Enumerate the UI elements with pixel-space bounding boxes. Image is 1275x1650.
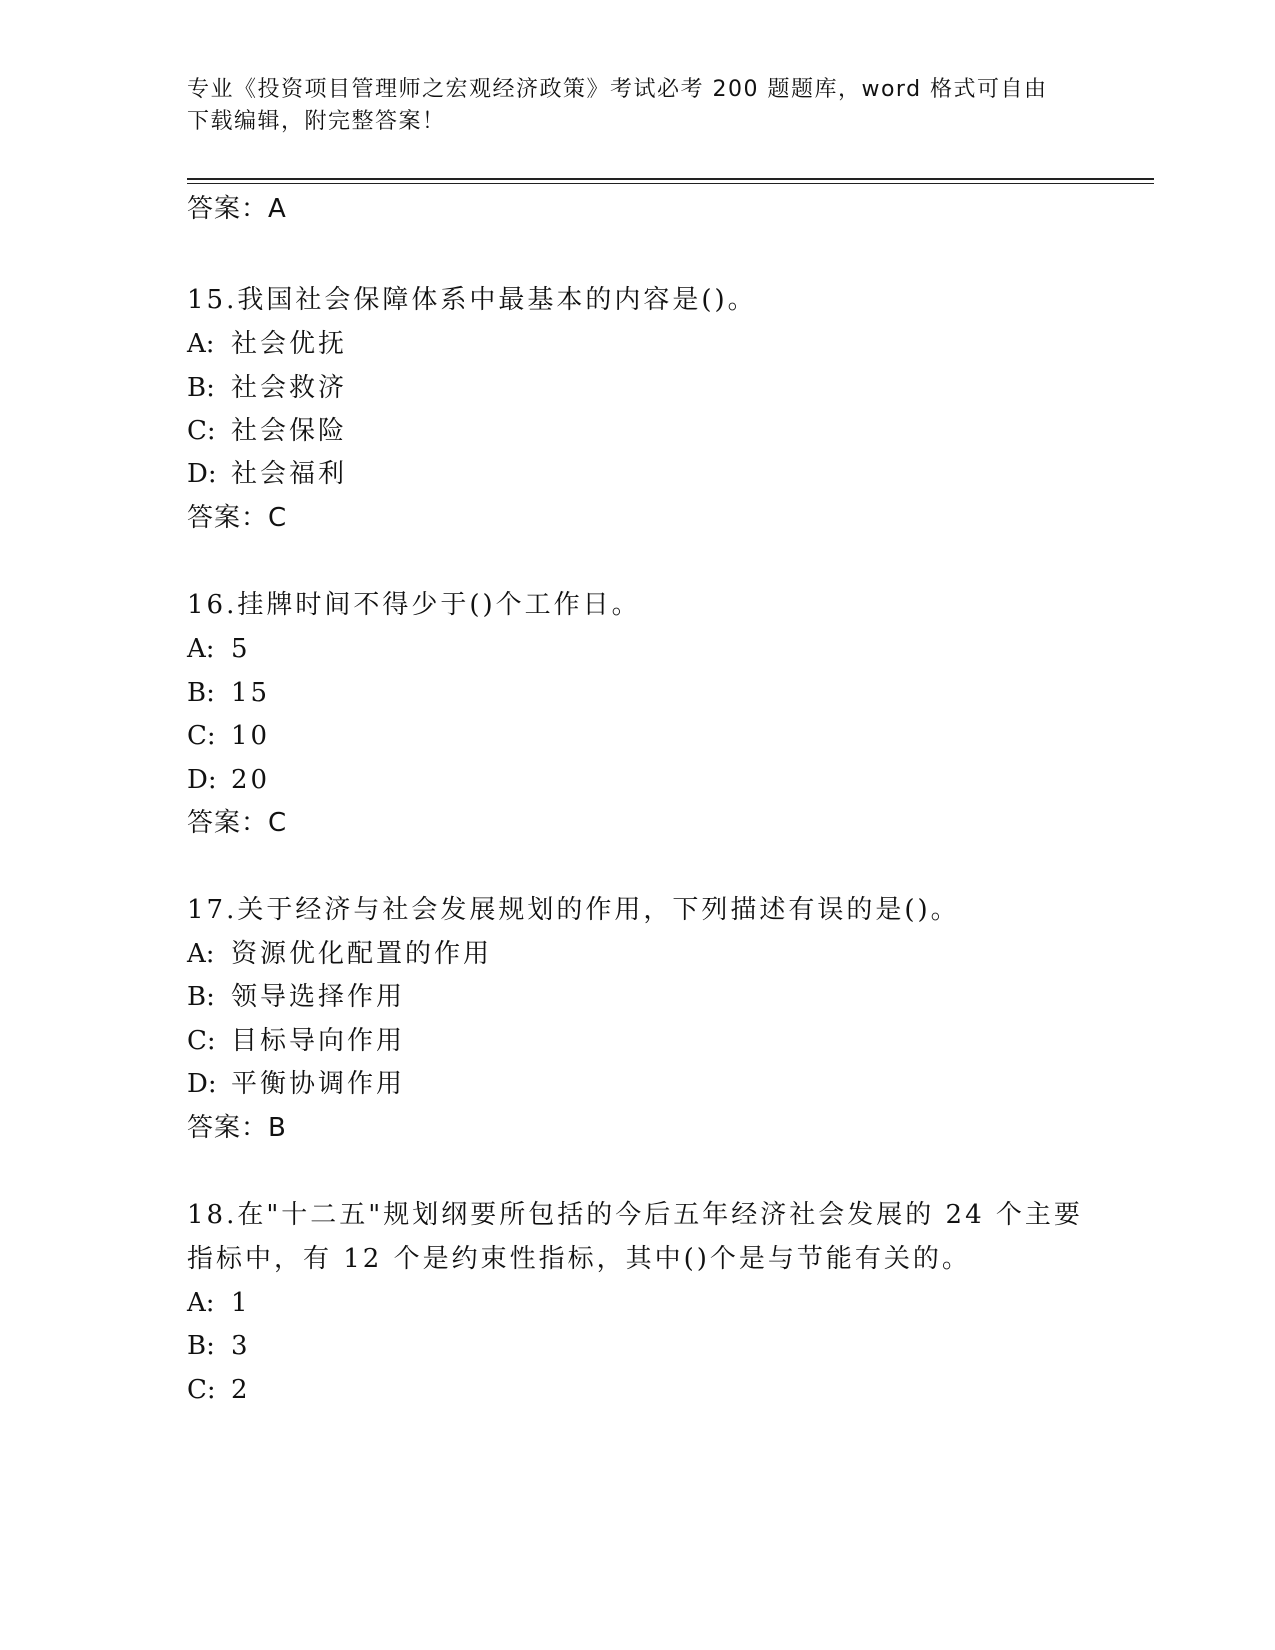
option-text: 社会救济 bbox=[231, 373, 348, 403]
option-text: 社会福利 bbox=[231, 459, 348, 489]
header-line-1: 专业《投资项目管理师之宏观经济政策》考试必考 200 题题库，word 格式可自由 bbox=[187, 77, 1048, 102]
question-16-answer: 答案：C bbox=[187, 808, 288, 838]
option-text: 5 bbox=[231, 634, 251, 664]
option-text: 20 bbox=[231, 765, 271, 795]
question-17-option-b bbox=[187, 979, 405, 1015]
question-17-answer: 答案：B bbox=[187, 1113, 287, 1143]
option-text: 社会优抚 bbox=[231, 329, 348, 359]
option-key: A: bbox=[187, 939, 215, 969]
header-divider bbox=[187, 178, 1154, 180]
option-key: A: bbox=[187, 1288, 215, 1318]
question-15-option-d bbox=[187, 456, 347, 492]
option-text: 2 bbox=[231, 1375, 251, 1405]
answer-previous: 答案：A bbox=[187, 194, 287, 224]
question-18-stem-line-2: 指标中，有 12 个是约束性指标，其中()个是与节能有关的。 bbox=[187, 1244, 971, 1274]
question-15-answer: 答案：C bbox=[187, 503, 288, 533]
question-17-option-a bbox=[187, 936, 492, 972]
question-18-stem-line-1: 18.在"十二五"规划纲要所包括的今后五年经济社会发展的 24 个主要 bbox=[187, 1200, 1083, 1230]
option-key: B: bbox=[187, 1331, 215, 1361]
option-text: 3 bbox=[231, 1331, 251, 1361]
question-16-stem: 16.挂牌时间不得少于()个工作日。 bbox=[187, 590, 641, 620]
option-key: C: bbox=[187, 721, 216, 751]
option-key: D: bbox=[187, 459, 217, 489]
option-key: A: bbox=[187, 329, 215, 359]
option-text: 15 bbox=[231, 678, 271, 708]
option-key: C: bbox=[187, 416, 216, 446]
question-16-option-d bbox=[187, 762, 270, 798]
option-key: C: bbox=[187, 1026, 216, 1056]
header-divider-thin bbox=[187, 183, 1154, 184]
question-16-option-b bbox=[187, 675, 270, 711]
question-17-option-c bbox=[187, 1023, 405, 1059]
option-key: B: bbox=[187, 982, 215, 1012]
option-text: 社会保险 bbox=[231, 416, 348, 446]
question-15-option-b bbox=[187, 370, 347, 406]
option-text: 领导选择作用 bbox=[231, 982, 406, 1012]
option-key: A: bbox=[187, 634, 215, 664]
question-18-option-c bbox=[187, 1372, 251, 1408]
question-17-stem: 17.关于经济与社会发展规划的作用，下列描述有误的是()。 bbox=[187, 895, 960, 925]
question-17-option-d bbox=[187, 1066, 405, 1102]
document-header bbox=[187, 74, 1087, 138]
option-text: 10 bbox=[231, 721, 271, 751]
option-key: D: bbox=[187, 765, 217, 795]
question-15-stem: 15.我国社会保障体系中最基本的内容是()。 bbox=[187, 285, 757, 315]
question-16-option-a bbox=[187, 631, 251, 667]
option-text: 资源优化配置的作用 bbox=[231, 939, 493, 969]
option-text: 目标导向作用 bbox=[231, 1026, 406, 1056]
option-key: B: bbox=[187, 678, 215, 708]
header-line-2: 下载编辑，附完整答案！ bbox=[187, 109, 446, 134]
question-18-option-a bbox=[187, 1285, 251, 1321]
question-16-option-c bbox=[187, 718, 270, 754]
option-key: C: bbox=[187, 1375, 216, 1405]
question-18-option-b bbox=[187, 1328, 251, 1364]
option-text: 1 bbox=[231, 1288, 251, 1318]
question-15-option-a bbox=[187, 326, 347, 362]
option-key: B: bbox=[187, 373, 215, 403]
option-text: 平衡协调作用 bbox=[231, 1069, 406, 1099]
question-15-option-c bbox=[187, 413, 347, 449]
option-key: D: bbox=[187, 1069, 217, 1099]
